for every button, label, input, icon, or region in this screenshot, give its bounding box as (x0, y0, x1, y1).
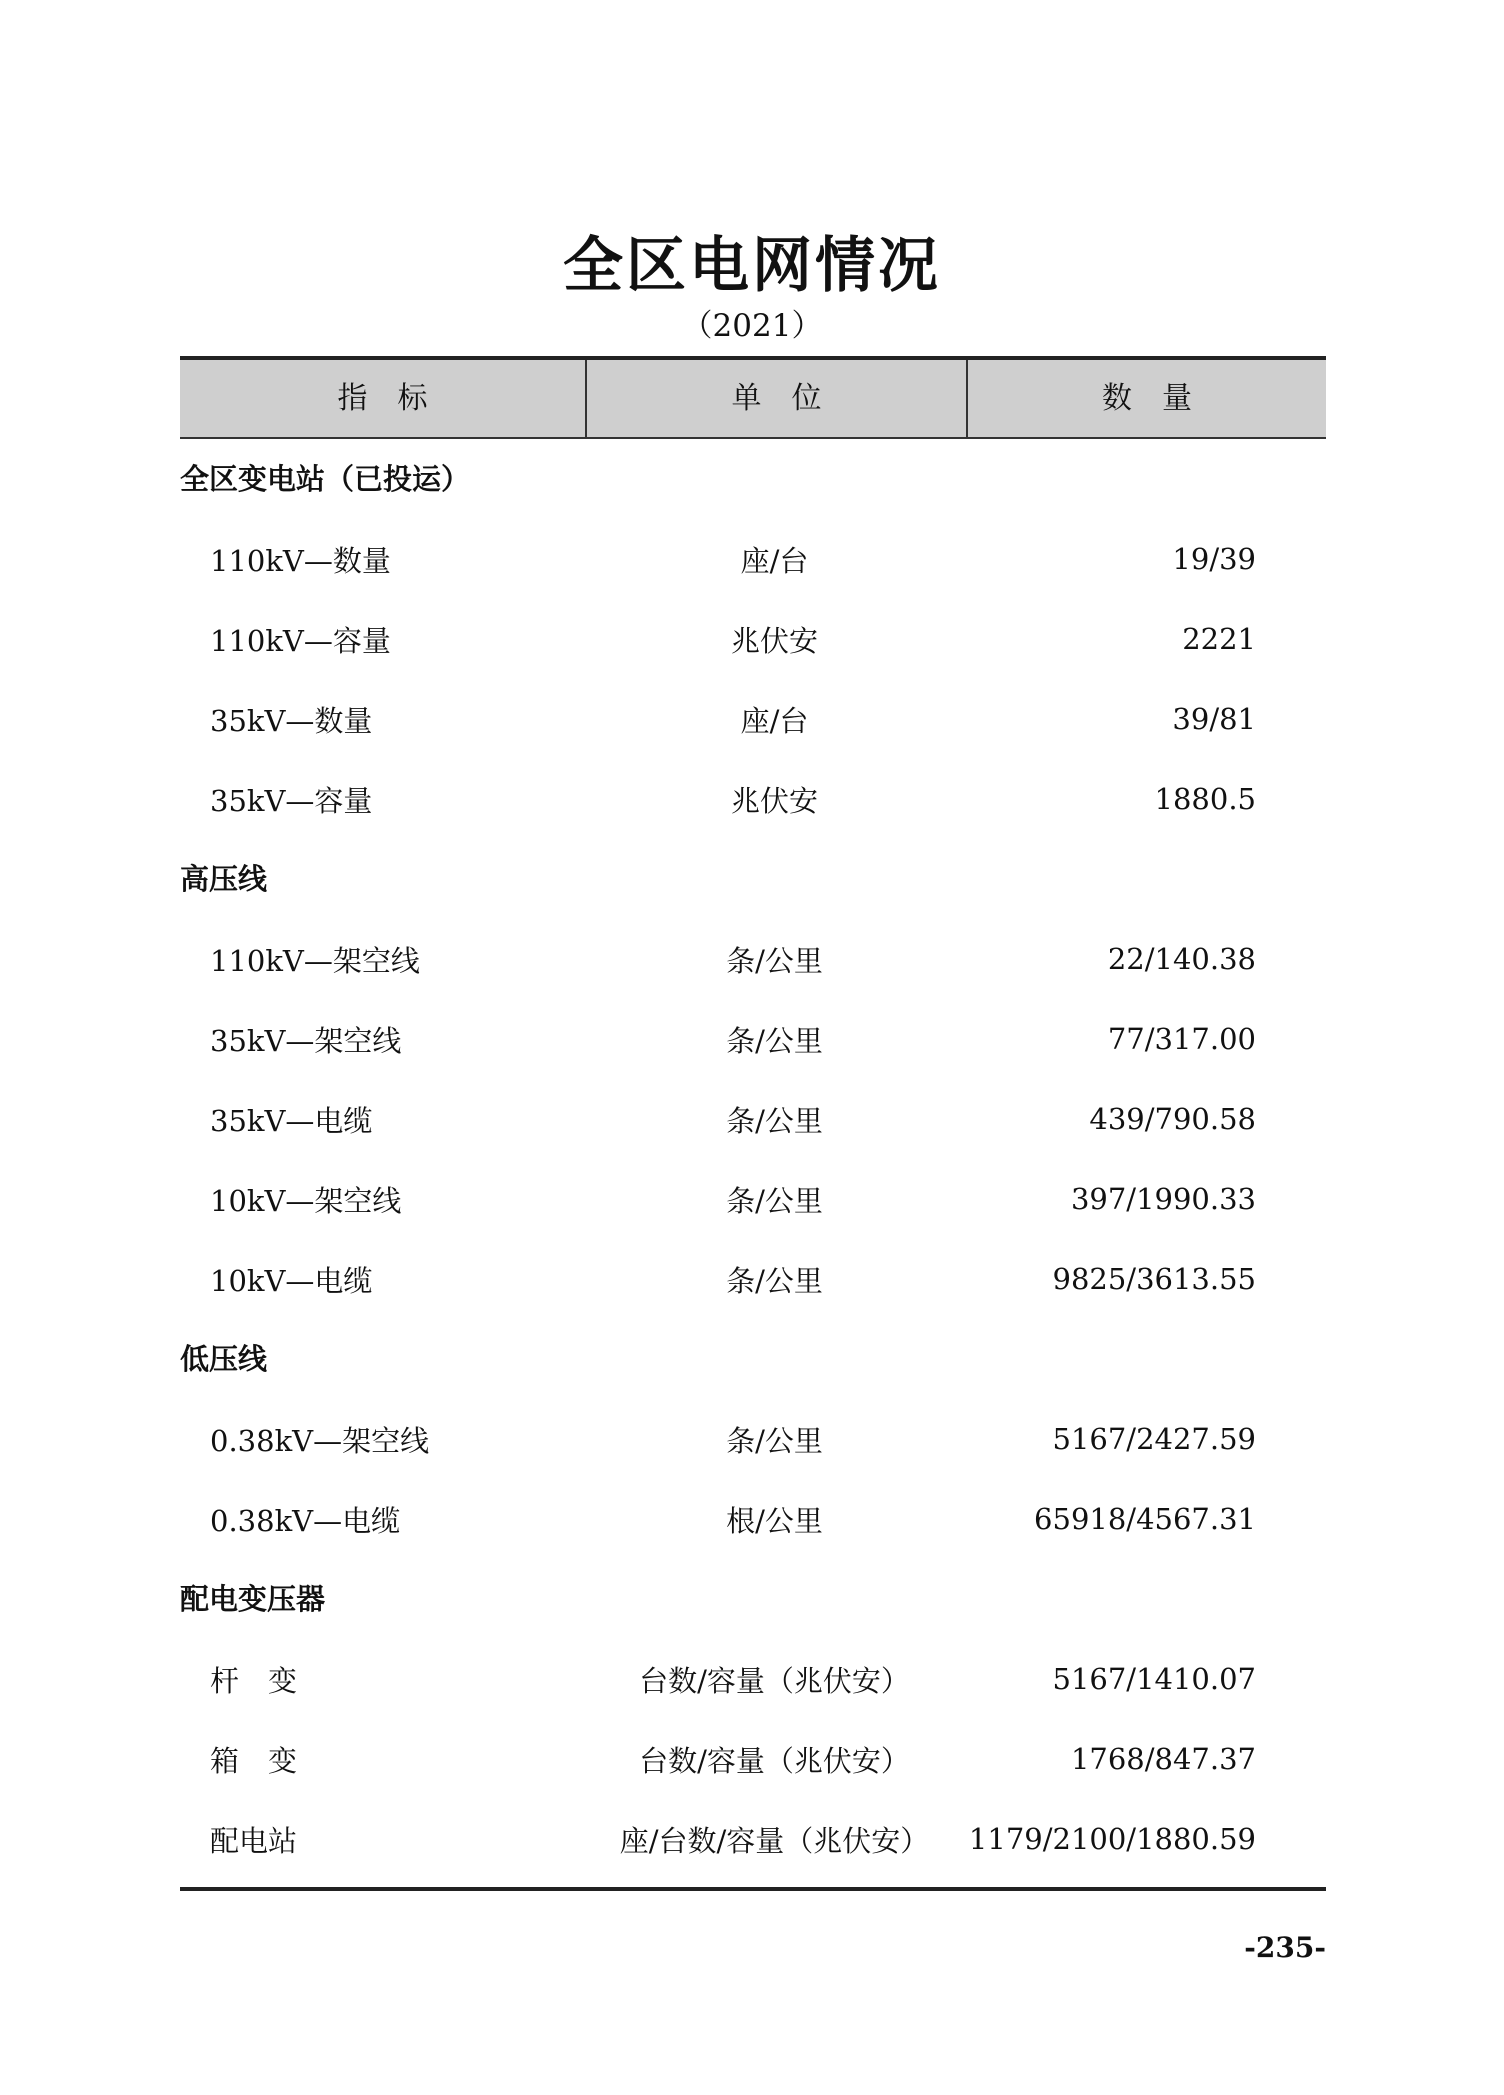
table-row (180, 1479, 1326, 1559)
indicator-cell: 10kV—电缆 (210, 1263, 373, 1298)
unit-cell: 兆伏安 (730, 783, 818, 818)
table-bottom-rule (180, 1887, 1326, 1891)
table-header (180, 356, 1326, 439)
table-row (180, 919, 1326, 999)
table-row (180, 1639, 1326, 1719)
table-row (180, 1239, 1326, 1319)
indicator-cell: 35kV—容量 (210, 783, 373, 818)
section-row (180, 839, 1326, 919)
indicator-cell: 35kV—数量 (210, 703, 373, 738)
indicator-cell: 10kV—架空线 (210, 1183, 402, 1218)
unit-cell: 条/公里 (726, 1023, 823, 1058)
table-row (180, 679, 1326, 759)
section-label: 全区变电站（已投运） (180, 462, 471, 496)
quantity-cell: 65918/4567.31 (1034, 1502, 1256, 1536)
table-row (180, 1079, 1326, 1159)
indicator-cell: 0.38kV—电缆 (210, 1503, 401, 1538)
quantity-cell: 5167/1410.07 (1052, 1662, 1256, 1696)
indicator-cell: 箱 变 (210, 1743, 298, 1778)
table-row (180, 759, 1326, 839)
quantity-cell: 2221 (1182, 622, 1256, 656)
indicator-cell: 110kV—容量 (210, 623, 391, 658)
quantity-cell: 19/39 (1172, 542, 1256, 576)
quantity-cell: 397/1990.33 (1070, 1182, 1256, 1216)
section-label: 高压线 (180, 862, 268, 896)
unit-cell: 条/公里 (726, 1183, 823, 1218)
unit-cell: 条/公里 (726, 1103, 823, 1138)
header-unit: 单 位 (587, 360, 968, 437)
quantity-cell: 22/140.38 (1107, 942, 1256, 976)
unit-cell: 条/公里 (726, 1423, 823, 1458)
table-row (180, 1399, 1326, 1479)
table-row (180, 1719, 1326, 1799)
quantity-cell: 439/790.58 (1089, 1102, 1256, 1136)
table-row (180, 519, 1326, 599)
indicator-cell: 35kV—电缆 (210, 1103, 373, 1138)
unit-cell: 座/台数/容量（兆伏安） (619, 1823, 930, 1858)
table-row (180, 1159, 1326, 1239)
quantity-cell: 5167/2427.59 (1052, 1422, 1256, 1456)
grid-statistics-table (180, 356, 1326, 1891)
quantity-cell: 9825/3613.55 (1052, 1262, 1256, 1296)
unit-cell: 条/公里 (726, 943, 823, 978)
indicator-cell: 110kV—架空线 (210, 943, 420, 978)
quantity-cell: 1179/2100/1880.59 (968, 1822, 1256, 1856)
quantity-cell: 1880.5 (1154, 782, 1256, 816)
section-label: 配电变压器 (180, 1582, 326, 1616)
unit-cell: 兆伏安 (730, 623, 818, 658)
indicator-cell: 杆 变 (210, 1663, 298, 1698)
section-row (180, 1319, 1326, 1399)
header-indicator: 指 标 (180, 360, 587, 437)
unit-cell: 台数/容量（兆伏安） (639, 1663, 910, 1698)
quantity-cell: 1768/847.37 (1070, 1742, 1256, 1776)
quantity-cell: 39/81 (1172, 702, 1256, 736)
table-body (180, 439, 1326, 1879)
section-row (180, 1559, 1326, 1639)
indicator-cell: 35kV—架空线 (210, 1023, 402, 1058)
indicator-cell: 110kV—数量 (210, 543, 391, 578)
page-number: -235- (1244, 1931, 1326, 1964)
unit-cell: 条/公里 (726, 1263, 823, 1298)
unit-cell: 根/公里 (726, 1503, 823, 1538)
section-label: 低压线 (180, 1342, 268, 1376)
header-quantity: 数 量 (1102, 381, 1192, 416)
table-row (180, 599, 1326, 679)
unit-cell: 座/台 (740, 543, 809, 578)
quantity-cell: 77/317.00 (1107, 1022, 1256, 1056)
page-title: 全区电网情况 (563, 231, 941, 301)
section-row (180, 439, 1326, 519)
page-subtitle-year: （2021） (681, 308, 823, 344)
unit-cell: 座/台 (740, 703, 809, 738)
indicator-cell: 0.38kV—架空线 (210, 1423, 430, 1458)
unit-cell: 台数/容量（兆伏安） (639, 1743, 910, 1778)
table-row (180, 999, 1326, 1079)
indicator-cell: 配电站 (210, 1823, 298, 1858)
table-row (180, 1799, 1326, 1879)
